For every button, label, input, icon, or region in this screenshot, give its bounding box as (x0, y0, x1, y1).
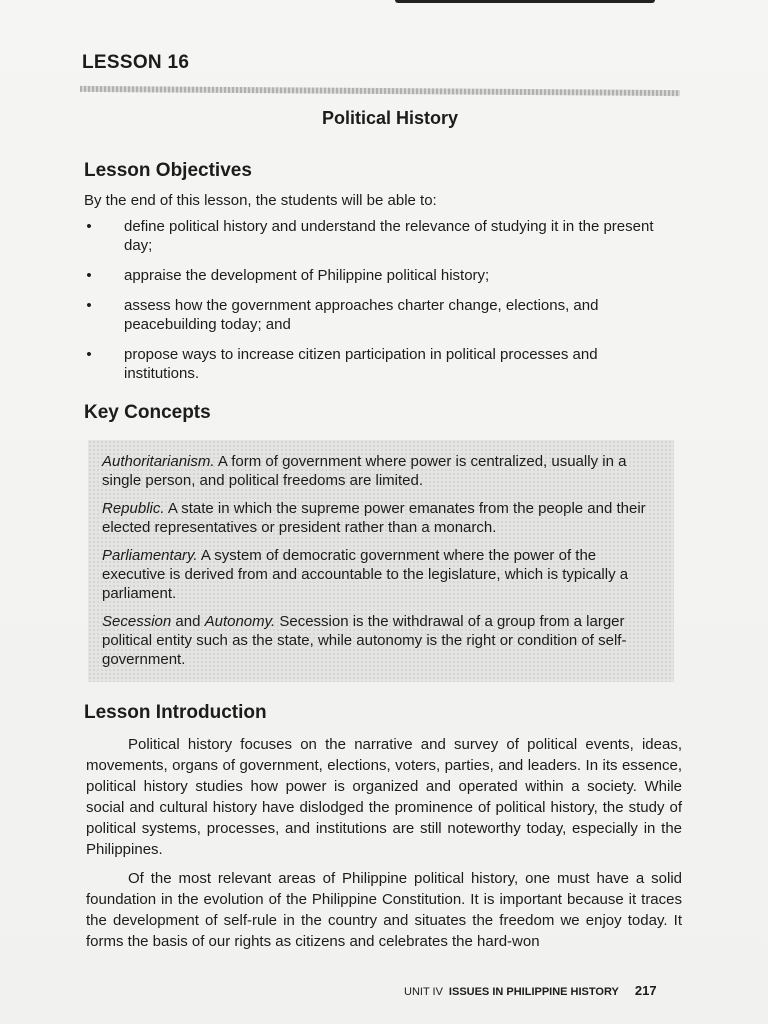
concept-term: Secession (102, 613, 172, 630)
paragraph: Of the most relevant areas of Philippine political history, one must have a solid foundation in the evolution of the Philippine Constitution. It is important because it traces the development of self-rule in the country and situates the freedom we enjoy today. It forms the basis of our rights as citizens and celebrates the hard-won (86, 870, 682, 950)
key-concepts-box (88, 440, 674, 682)
list-item: • define political history and understand the relevance of studying it in the present day; (84, 217, 664, 255)
page-number: 217 (634, 983, 657, 998)
page-title: Political History (321, 108, 459, 128)
bullet: • (86, 218, 92, 235)
paragraph: Political history focuses on the narrative and survey of political events, ideas, movements, organs of government, elections, voters, parties, and leaders. In its essence, political history studies how power is organized and operated within a society. While social and cultural history have dislodged the prominence of political history, the study of political systems, processes, and institutions are still noteworthy today, especially in the Philippines. (86, 736, 682, 858)
footer-title: ISSUES IN PHILIPPINE HISTORY (448, 986, 619, 998)
concept-item (102, 612, 662, 669)
concept-term: Authoritarianism. (102, 453, 215, 470)
bullet: • (86, 346, 92, 363)
concept-definition: A system of democratic government where the power of the executive is derived from and accountable to the legislature, which is typically a parliament. (102, 547, 629, 602)
header-rule (80, 86, 680, 96)
concept-item (102, 499, 662, 537)
concept-definition: A form of government where power is centralized, usually in a single person, and political freedoms are limited. (102, 453, 627, 489)
list-item: • propose ways to increase citizen participation in political processes and institutions. (84, 345, 664, 383)
concept-joiner: and (171, 613, 205, 630)
concept-item (102, 546, 662, 603)
concept-term: Republic. (102, 500, 165, 517)
footer-unit: UNIT IV (404, 986, 443, 998)
bullet: • (86, 297, 92, 314)
concept-item (102, 452, 662, 490)
lesson-number: LESSON 16 (82, 52, 190, 73)
concept-term: Parliamentary. (102, 547, 198, 564)
list-item: • assess how the government approaches charter change, elections, and peacebuilding today; and (84, 296, 664, 334)
page-footer (404, 983, 657, 998)
objectives-heading: Lesson Objectives (84, 160, 252, 181)
concept-term: Autonomy. (204, 613, 276, 630)
concept-definition: Secession is the withdrawal of a group from a larger political entity such as the state, while autonomy is the right or condition of self-government. (102, 613, 627, 668)
bullet: • (86, 267, 92, 284)
key-concepts-heading: Key Concepts (84, 402, 211, 423)
introduction-body (86, 734, 682, 960)
objectives-list (84, 217, 664, 394)
page-edge-shadow (395, 0, 655, 3)
objectives-intro: By the end of this lesson, the students will be able to: (84, 192, 437, 209)
concept-definition: A state in which the supreme power emanates from the people and their elected representatives or president rather than a monarch. (102, 500, 646, 536)
introduction-heading: Lesson Introduction (84, 702, 267, 723)
list-item: • appraise the development of Philippine political history; (84, 266, 664, 285)
